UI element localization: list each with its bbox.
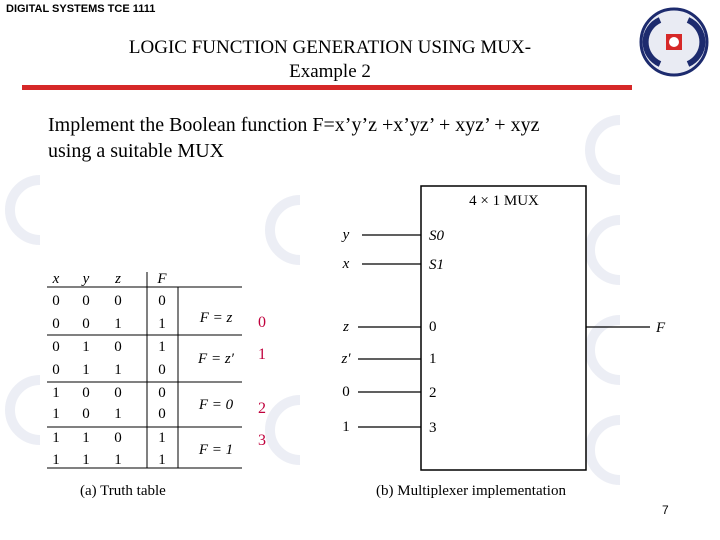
output-label: F <box>656 320 666 336</box>
table-cell: 1 <box>52 406 60 422</box>
table-cell: 0 <box>114 385 122 401</box>
mux-block <box>421 186 586 470</box>
table-cell: 1 <box>114 362 122 378</box>
table-cell: 0 <box>114 430 122 446</box>
mux-input-index: 1 <box>258 346 266 363</box>
data-input-label: z′ <box>341 351 351 367</box>
table-cell: 0 <box>82 406 90 422</box>
table-cell: 0 <box>158 406 166 422</box>
problem-line-2: using a suitable MUX <box>48 140 225 162</box>
table-cell: 1 <box>82 430 90 446</box>
data-pin-label: 3 <box>429 420 437 436</box>
table-cell: 1 <box>158 339 166 355</box>
title-line-1: LOGIC FUNCTION GENERATION USING MUX- <box>128 37 532 58</box>
table-cell: 0 <box>114 339 122 355</box>
page-number: 7 <box>662 503 669 517</box>
table-row <box>52 362 166 378</box>
table-cell: 0 <box>82 293 90 309</box>
table-cell: 1 <box>158 452 166 468</box>
table-cell: 1 <box>82 339 90 355</box>
table-cell: 1 <box>158 430 166 446</box>
mux-title: 4 × 1 MUX <box>469 193 539 209</box>
table-cell: 1 <box>158 316 166 332</box>
course-tag: DIGITAL SYSTEMS TCE 1111 <box>6 3 156 15</box>
expression-label: F = z <box>199 310 233 326</box>
data-pin-label: 2 <box>429 385 437 401</box>
table-cell: 0 <box>158 385 166 401</box>
select-pin-label: S1 <box>429 257 444 273</box>
data-input-label: 1 <box>342 419 350 435</box>
data-input-label: z <box>343 319 349 335</box>
table-cell: 1 <box>52 430 60 446</box>
data-pin-label: 1 <box>429 351 437 367</box>
mux-input-index: 0 <box>258 314 266 331</box>
table-row <box>52 293 166 309</box>
table-header: z <box>115 271 121 287</box>
select-input-label: y <box>342 227 350 243</box>
table-cell: 1 <box>114 406 122 422</box>
table-cell: 1 <box>114 316 122 332</box>
table-cell: 0 <box>52 293 60 309</box>
truth-table-caption: (a) Truth table <box>80 483 166 499</box>
select-pin-label: S0 <box>429 228 444 244</box>
table-cell: 0 <box>52 316 60 332</box>
table-cell: 1 <box>52 452 60 468</box>
table-cell: 0 <box>82 316 90 332</box>
table-cell: 0 <box>82 385 90 401</box>
table-cell: 1 <box>52 385 60 401</box>
table-cell: 0 <box>52 362 60 378</box>
table-cell: 0 <box>158 293 166 309</box>
data-input-label: 0 <box>342 384 350 400</box>
mux-input-index: 2 <box>258 400 266 417</box>
data-pin-label: 0 <box>429 319 437 335</box>
table-cell: 1 <box>82 362 90 378</box>
table-header: F <box>157 271 167 287</box>
expression-label: F = 0 <box>198 397 234 413</box>
table-cell: 0 <box>158 362 166 378</box>
problem-line-1: Implement the Boolean function F=x’y’z +x’yz’ + xyz’ + xyz <box>48 114 540 136</box>
table-cell: 1 <box>114 452 122 468</box>
table-row <box>52 316 166 332</box>
table-cell: 0 <box>114 293 122 309</box>
table-row <box>52 339 166 355</box>
select-input-label: x <box>342 256 350 272</box>
mux-input-index: 3 <box>258 432 266 449</box>
mux-caption: (b) Multiplexer implementation <box>376 483 566 499</box>
table-header: x <box>52 271 60 287</box>
expression-label: F = 1 <box>198 442 234 458</box>
table-cell: 0 <box>52 339 60 355</box>
table-row <box>52 406 166 422</box>
table-row <box>52 430 166 446</box>
title-line-2: Example 2 <box>289 61 371 82</box>
table-cell: 1 <box>82 452 90 468</box>
table-row <box>52 385 166 401</box>
table-header: y <box>82 271 90 287</box>
expression-label: F = z′ <box>198 351 234 367</box>
table-row <box>52 452 166 468</box>
